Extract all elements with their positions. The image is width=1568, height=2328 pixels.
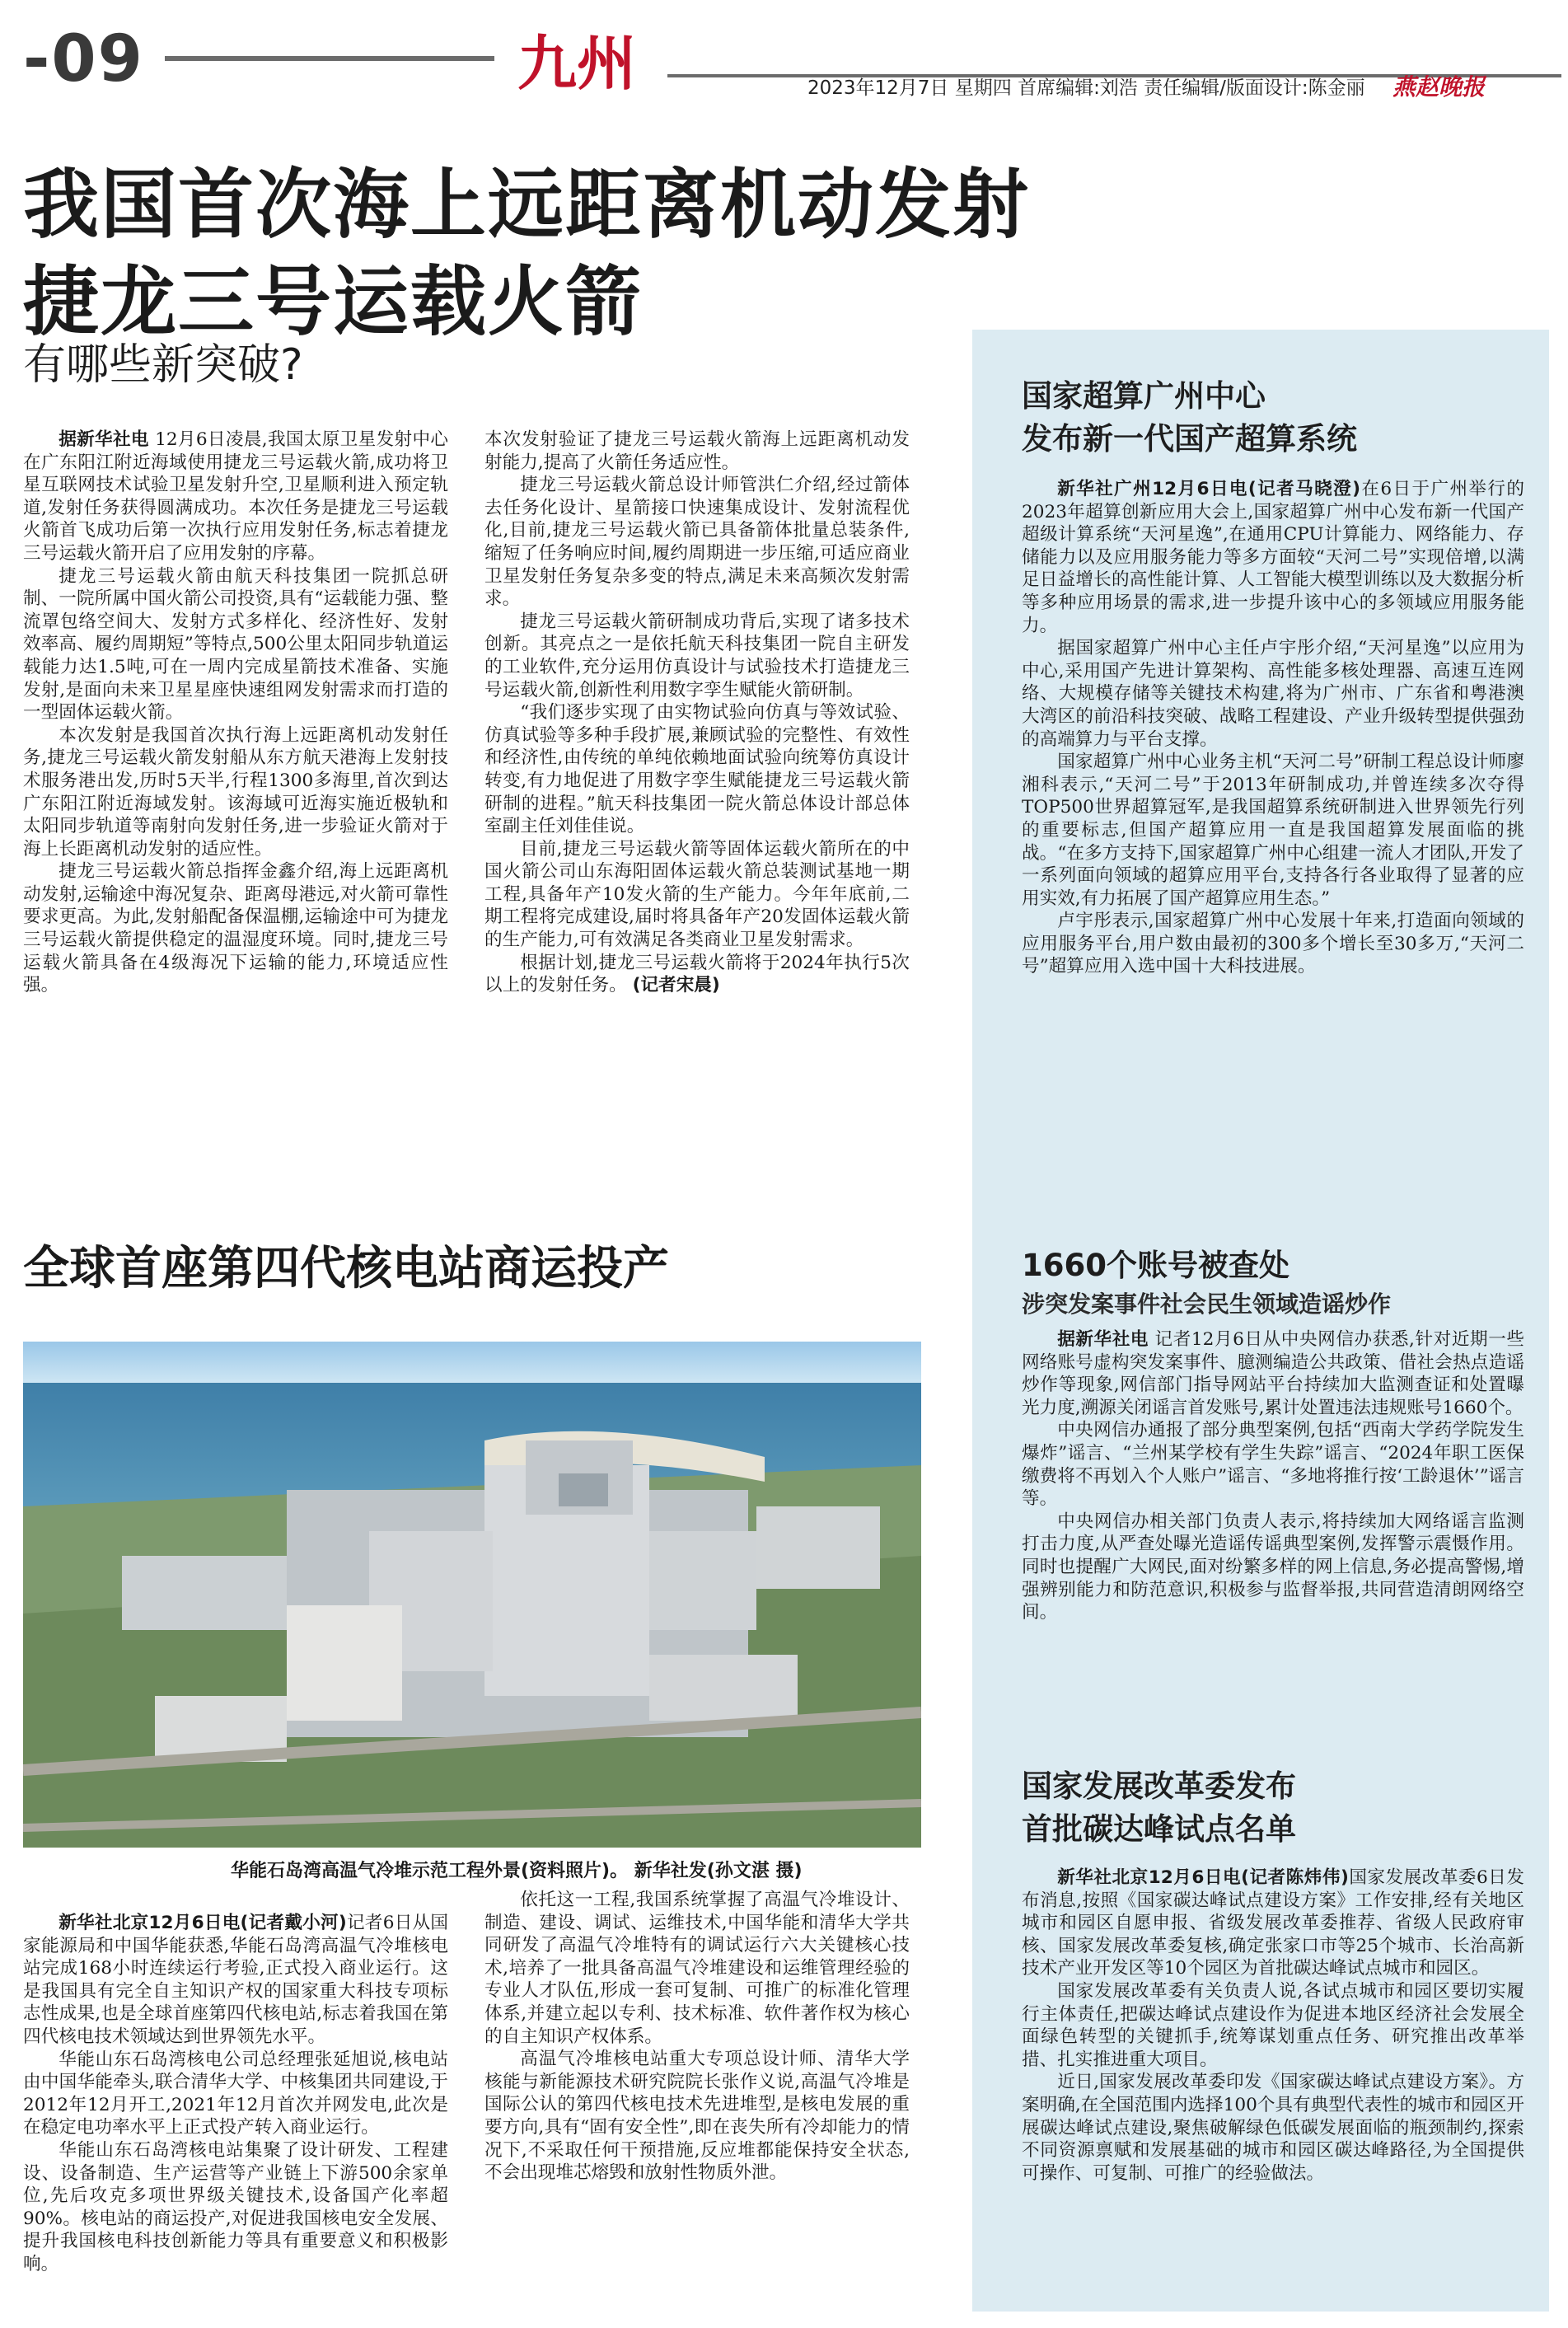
- dateline-lead: 据新华社电: [59, 429, 149, 450]
- nuclear-article-col2: [484, 1889, 910, 2185]
- paragraph: 新华社北京12月6日电(记者戴小河)记者6日从国家能源局和中国华能获悉,华能石岛湾高温气冷堆核电站完成168小时连续运行考验,正式投入商业运行。这是我国具有完全自主知识产权的国家重大科技专项标志性成果,也是全球首座第四代核电站,标志着我国在第四代核电技术领域达到世界领先水平。: [23, 1913, 448, 2047]
- dateline: [807, 76, 1365, 101]
- paragraph: 捷龙三号运载火箭总设计师管洪仁介绍,经过箭体去任务化设计、星箭接口快速集成设计、发射流程优化,目前,捷龙三号运载火箭已具备箭体批量总装条件,缩短了任务响应时间,履约周期进一步压缩,可适应商业卫星发射任务复杂多变的特点,满足未来高频次发射需求。: [484, 475, 910, 610]
- paragraph: 根据计划,捷龙三号运载火箭将于2024年执行5次以上的发射任务。 (记者宋晨): [484, 952, 910, 996]
- header-rule-left: [165, 56, 494, 61]
- paragraph: 卢宇彤表示,国家超算广州中心发展十年来,打造面向领域的应用服务平台,用户数由最初的300多个增长至30多万,“天河二号”超算应用入选中国十大科技进展。: [1022, 911, 1524, 977]
- main-article-col2: [484, 429, 910, 997]
- main-headline-line1: 我国首次海上远距离机动发射: [23, 161, 1031, 249]
- paragraph: 捷龙三号运载火箭总指挥金鑫介绍,海上远距离机动发射,运输途中海况复杂、距离母港远,对火箭可靠性要求更高。为此,发射船配备保温棚,运输途中可为捷龙三号运载火箭提供稳定的温湿度环境。同时,捷龙三号运载火箭具备在4级海况下运输的能力,环境适应性强。: [23, 861, 448, 996]
- headline-line: 国家超算广州中心: [1022, 378, 1266, 414]
- paragraph: 高温气冷堆核电站重大专项总设计师、清华大学核能与新能源技术研究院院长张作义说,高温气冷堆是国际公认的第四代核电技术先进堆型,是核电发展的重要方向,具有“固有安全性”,即在丧失所有冷却能力的情况下,不采取任何干预措施,反应堆都能保持安全状态,不会出现堆芯熔毁和放射性物质外泄。: [484, 2049, 910, 2184]
- headline-line: 发布新一代国产超算系统: [1022, 421, 1357, 457]
- paragraph: 据新华社电 记者12月6日从中央网信办获悉,针对近期一些网络账号虚构突发案事件、臆测编造公共政策、借社会热点造谣炒作等现象,网信部门指导网站平台持续加大监测查证和处置曝光力度,溯源关闭谣言首发账号,累计处置违法违规账号1660个。: [1022, 1329, 1524, 1418]
- paragraph: 捷龙三号运载火箭由航天科技集团一院抓总研制、一院所属中国火箭公司投资,具有“运载能力强、整流罩包络空间大、发射方式多样化、经济性好、发射效率高、履约周期短”等特点,500公里太阳同步轨道运载能力达1.5吨,可在一周内完成星箭技术准备、实施发射,是面向未来卫星星座快速组网发射需求而打造的一型固体运载火箭。: [23, 565, 448, 724]
- paragraph: 国家超算广州中心业务主机“天河二号”研制工程总设计师廖湘科表示,“天河二号”于2013年研制成功,并曾连续多次夺得TOP500世界超算冠军,是我国超算系统研制进入世界领先行列的重要标志,但国产超算应用一直是我国超算发展面临的挑战。“在多方支持下,国家超算广州中心组建一流人才团队,开发了一系列面向领域的超算应用平台,支持各行各业取得了显著的应用实效,有力拓展了国产超算应用生态。”: [1022, 752, 1524, 909]
- main-subheadline: 有哪些新突破?: [23, 340, 303, 390]
- paragraph: 中央网信办通报了部分典型案例,包括“西南大学药学院发生爆炸”谣言、“兰州某学校有学生失踪”谣言、“2024年职工医保缴费将不再划入个人账户”谣言、“多地将推行按‘工龄退休’”谣言等。: [1022, 1420, 1524, 1510]
- headline-line: 首批碳达峰试点名单: [1022, 1811, 1296, 1847]
- paragraph: “我们逐步实现了由实物试验向仿真与等效试验、仿真试验等多种手段扩展,兼顾试验的完整性、有效性和经济性,由传统的单纯依赖地面试验向统筹仿真设计转变,有力地促进了用数字孪生赋能捷龙三号运载火箭研制的进程。”航天科技集团一院火箭总体设计部总体室副主任刘佳佳说。: [484, 702, 910, 837]
- paragraph: 国家发展改革委有关负责人说,各试点城市和园区要切实履行主体责任,把碳达峰试点建设作为促进本地区经济社会发展全面绿色转型的关键抓手,统筹谋划重点任务、研究推出改革举措、扎实推进重大项目。: [1022, 1980, 1524, 2070]
- main-article-col1: [23, 429, 448, 997]
- issue-date: 2023年12月7日 星期四: [807, 77, 1012, 99]
- reporter-byline: (记者宋晨): [632, 975, 720, 996]
- editors: 首席编辑:刘浩 责任编辑/版面设计:陈金丽: [1018, 77, 1365, 99]
- paragraph: 近日,国家发展改革委印发《国家碳达峰试点建设方案》。方案明确,在全国范围内选择100个具有典型代表性的城市和园区开展碳达峰试点建设,聚焦破解绿色低碳发展面临的瓶颈制约,探索不同资源禀赋和发展基础的城市和园区碳达峰路径,为全国提供可操作、可复制、可推广的经验做法。: [1022, 2072, 1524, 2184]
- paragraph: 华能山东石岛湾核电站集聚了设计研发、工程建设、设备制造、生产运营等产业链上下游500余家单位,先后攻克多项世界级关键技术,设备国产化率超90%。核电站的商运投产,对促进我国核电安全发展、提升我国核电科技创新能力等具有重要意义和积极影响。: [23, 2139, 448, 2274]
- newspaper-logo: 燕赵晚报: [1392, 73, 1486, 101]
- nuclear-article-col1: [23, 1912, 448, 2276]
- main-headline: [23, 157, 1030, 351]
- dateline-lead: 据新华社电: [1057, 1329, 1149, 1350]
- dateline-lead: 新华社广州12月6日电(记者马晓澄): [1057, 479, 1360, 499]
- supercomputer-article: [1022, 478, 1524, 978]
- carbon-headline: [1022, 1765, 1296, 1851]
- paragraph: 中央网信办相关部门负责人表示,将持续加大网络谣言监测打击力度,从严查处曝光造谣传谣典型案例,发挥警示震慑作用。同时也提醒广大网民,面对纷繁多样的网上信息,务必提高警惕,增强辨别能力和防范意识,积极参与监督举报,共同营造清朗网络空间。: [1022, 1511, 1524, 1623]
- dateline-lead: 新华社北京12月6日电(记者戴小河): [59, 1913, 347, 1933]
- page-number: -09: [23, 22, 144, 96]
- supercomputer-headline: [1022, 375, 1357, 461]
- section-title: 九州: [517, 28, 637, 98]
- accounts-article: [1022, 1328, 1524, 1624]
- accounts-headline: 1660个账号被查处: [1022, 1248, 1290, 1283]
- section-badge: [511, 20, 643, 102]
- paragraph: 本次发射是我国首次执行海上远距离机动发射任务,捷龙三号运载火箭发射船从东方航天港海上发射技术服务港出发,历时5天半,行程1300多海里,首次到达广东阳江附近海域发射。该海域可近海实施近极轨和太阳同步轨道等南射向发射任务,进一步验证火箭对于海上长距离机动发射的适应性。: [23, 724, 448, 860]
- paragraph: 本次发射验证了捷龙三号运载火箭海上远距离机动发射能力,提高了火箭任务适应性。: [484, 429, 910, 473]
- paragraph: 依托这一工程,我国系统掌握了高温气冷堆设计、制造、建设、调试、运维技术,中国华能和清华大学共同研发了高温气冷堆特有的调试运行六大关键核心技术,培养了一批具备高温气冷堆建设和运维管理经验的专业人才队伍,形成一套可复制、可推广的标准化管理体系,并建立起以专利、技术标准、软件著作权为核心的自主知识产权体系。: [484, 1890, 910, 2047]
- accounts-subheadline: 涉突发案事件社会民生领域造谣炒作: [1022, 1290, 1392, 1318]
- paragraph: 捷龙三号运载火箭研制成功背后,实现了诸多技术创新。其亮点之一是依托航天科技集团一院自主研发的工业软件,充分运用仿真设计与试验技术打造捷龙三号运载火箭,创新性利用数字孪生赋能火箭研制。: [484, 611, 910, 700]
- paragraph: 新华社北京12月6日电(记者陈炜伟)国家发展改革委6日发布消息,按照《国家碳达峰试点建设方案》工作安排,经有关地区城市和园区自愿申报、省级发展改革委推荐、省级人民政府审核、国家发展改革委复核,确定张家口市等25个城市、长治高新技术产业开发区等10个园区为首批碳达峰试点城市和园区。: [1022, 1867, 1524, 1979]
- dateline-lead: 新华社北京12月6日电(记者陈炜伟): [1057, 1867, 1349, 1888]
- main-headline-line2: 捷龙三号运载火箭: [23, 258, 644, 346]
- carbon-article: [1022, 1867, 1524, 2185]
- nuclear-plant-photo: [23, 1342, 921, 1848]
- paragraph: 新华社广州12月6日电(记者马晓澄)在6日于广州举行的2023年超算创新应用大会上,国家超算广州中心发布新一代国产超级计算系统“天河星逸”,在通用CPU计算能力、网络能力、存储能力以及应用服务能力等多方面较“天河二号”实现倍增,以满足日益增长的高性能计算、人工智能大模型训练以及大数据分析等多种应用场景的需求,进一步提升该中心的多领域应用服务能力。: [1022, 479, 1524, 636]
- paragraph: 据新华社电 12月6日凌晨,我国太原卫星发射中心在广东阳江附近海域使用捷龙三号运载火箭,成功将卫星互联网技术试验卫星发射升空,卫星顺利进入预定轨道,发射任务获得圆满成功。本次任务是捷龙三号运载火箭首飞成功后第一次执行应用发射任务,标志着捷龙三号运载火箭开启了应用发射的序幕。: [23, 429, 448, 564]
- nuclear-headline: 全球首座第四代核电站商运投产: [23, 1242, 669, 1295]
- paragraph: 华能山东石岛湾核电公司总经理张延旭说,核电站由中国华能牵头,联合清华大学、中核集团共同建设,于2012年12月开工,2021年12月首次并网发电,此次是在稳定电功率水平上正式投产转入商业运行。: [23, 2049, 448, 2138]
- photo-caption: 华能石岛湾高温气冷堆示范工程外景(资料照片)。 新华社发(孙文湛 摄): [231, 1861, 803, 1881]
- headline-line: 国家发展改革委发布: [1022, 1768, 1296, 1804]
- paragraph: 据国家超算广州中心主任卢宇彤介绍,“天河星逸”以应用为中心,采用国产先进计算架构、高性能多核处理器、高速互连网络、大规模存储等关键技术构建,将为广州市、广东省和粤港澳大湾区的前沿科技突破、战略工程建设、产业升级转型提供强劲的高端算力与平台支撑。: [1022, 638, 1524, 750]
- paragraph: 目前,捷龙三号运载火箭等固体运载火箭所在的中国火箭公司山东海阳固体运载火箭总装测试基地一期工程,具备年产10发火箭的生产能力。今年年底前,二期工程将完成建设,届时将具备年产20发固体运载火箭的生产能力,可有效满足各类商业卫星发射需求。: [484, 838, 910, 951]
